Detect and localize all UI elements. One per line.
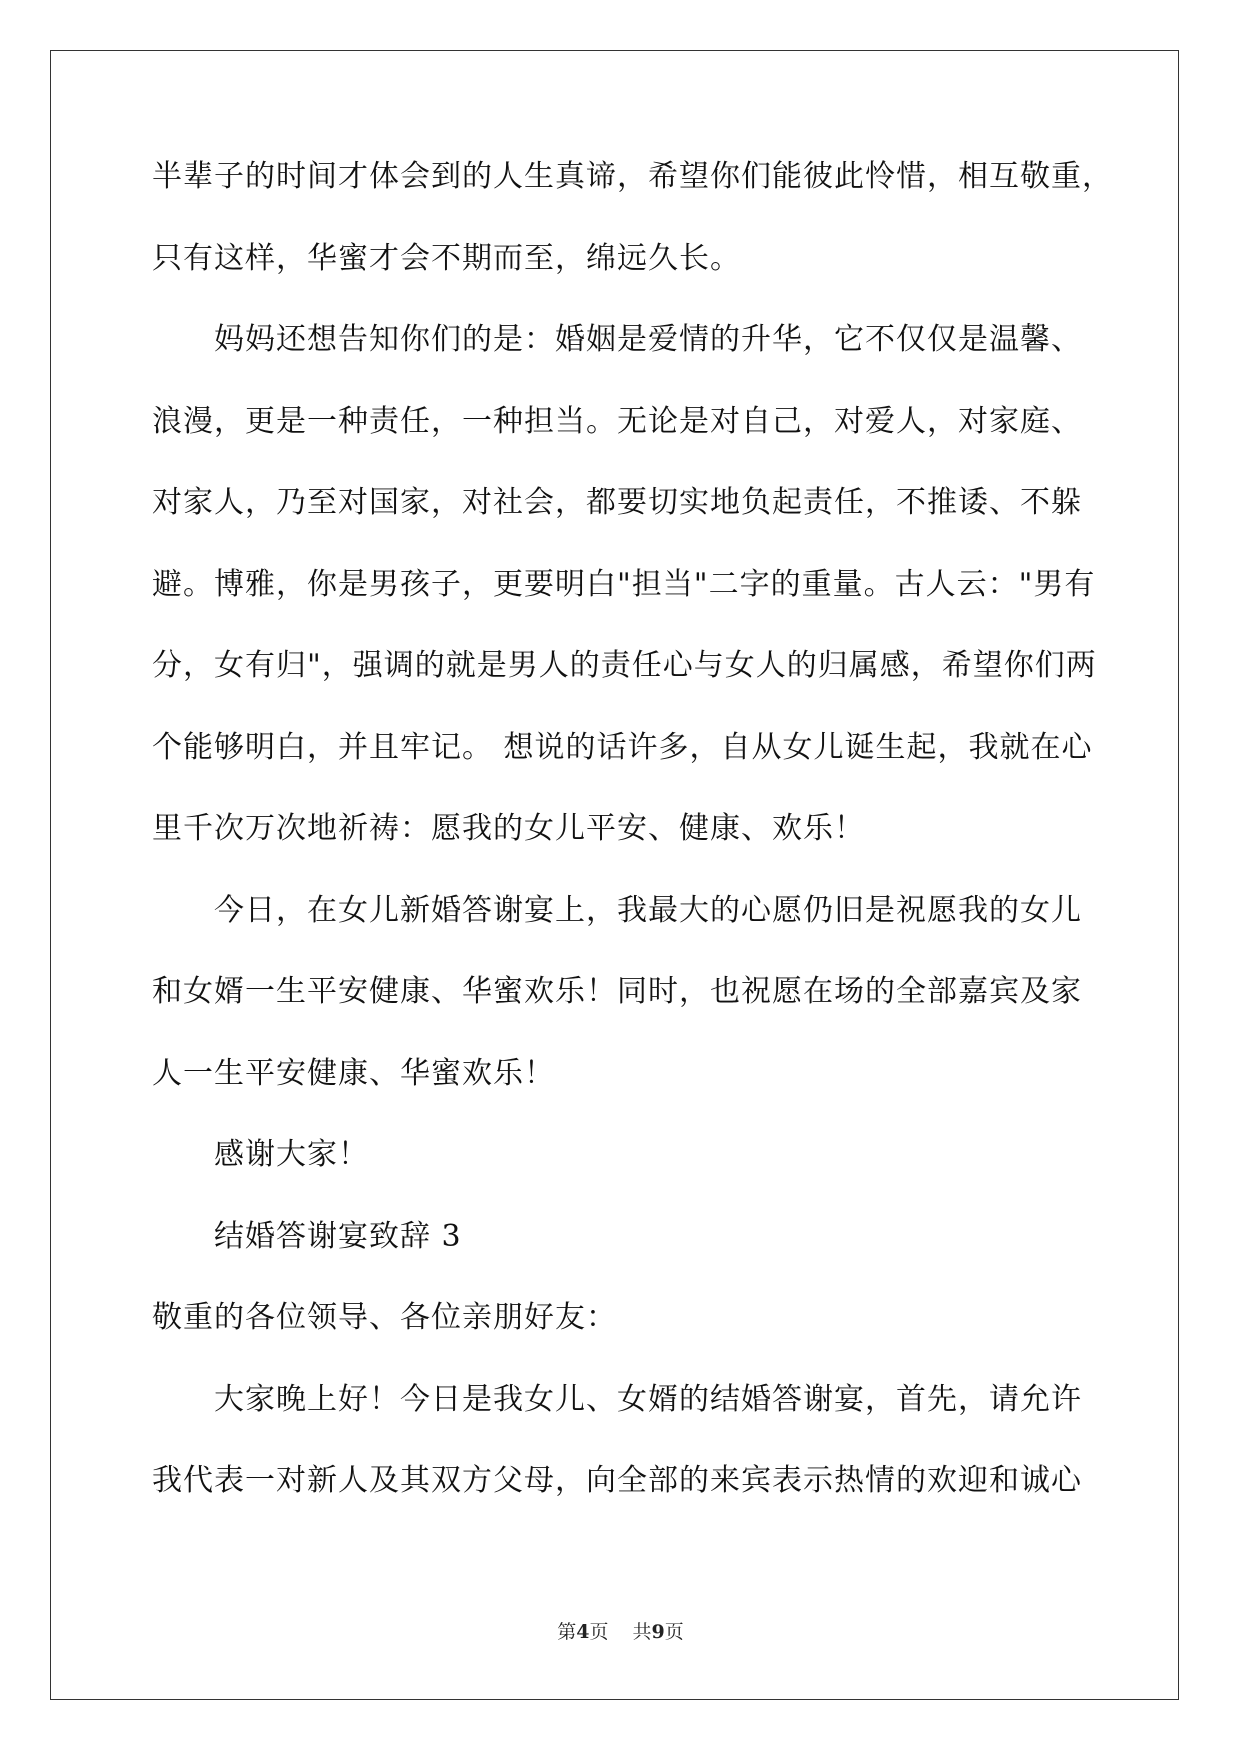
text-line: 里千次万次地祈祷：愿我的女儿平安、健康、欢乐！ <box>152 811 865 846</box>
page-footer <box>0 1621 1241 1643</box>
page-suffix: 页 <box>589 1621 609 1643</box>
text-line: 我代表一对新人及其双方父母，向全部的来宾表示热情的欢迎和诚心 <box>152 1463 1082 1498</box>
salutation: 敬重的各位领导、各位亲朋好友： <box>152 1300 617 1335</box>
text-line: 半辈子的时间才体会到的人生真谛，希望你们能彼此怜惜，相互敬重， <box>152 159 1113 194</box>
total-prefix: 共 <box>632 1621 652 1643</box>
page-current: 4 <box>576 1621 590 1643</box>
text-line: 只有这样，华蜜才会不期而至，绵远久长。 <box>152 240 741 276</box>
total-suffix: 页 <box>664 1621 684 1643</box>
text-line: 避。博雅，你是男孩子，更要明白"担当"二字的重量。古人云："男有 <box>152 566 1096 602</box>
text-line: 感谢大家！ <box>214 1137 369 1172</box>
text-line: 个能够明白，并且牢记。 想说的话许多，自从女儿诞生起，我就在心 <box>152 729 1093 765</box>
text-line: 和女婿一生平安健康、华蜜欢乐！同时，也祝愿在场的全部嘉宾及家 <box>152 974 1082 1009</box>
text-line: 妈妈还想告知你们的是：婚姻是爱情的升华，它不仅仅是温馨、 <box>214 322 1082 357</box>
page-total: 9 <box>651 1621 665 1643</box>
page-prefix: 第 <box>557 1621 577 1643</box>
text-line: 对家人，乃至对国家，对社会，都要切实地负起责任，不推诿、不躲 <box>152 485 1082 520</box>
text-line: 大家晚上好！今日是我女儿、女婿的结婚答谢宴，首先，请允许 <box>214 1381 1082 1417</box>
text-line: 人一生平安健康、华蜜欢乐！ <box>152 1055 555 1091</box>
document-body <box>152 159 1113 1548</box>
text-line: 分，女有归"，强调的就是男人的责任心与女人的归属感，希望你们两 <box>152 648 1097 683</box>
text-line: 浪漫，更是一种责任，一种担当。无论是对自己，对爱人，对家庭、 <box>152 403 1082 439</box>
section-heading: 结婚答谢宴致辞 3 <box>214 1218 462 1254</box>
text-line: 今日，在女儿新婚答谢宴上，我最大的心愿仍旧是祝愿我的女儿 <box>214 892 1082 928</box>
